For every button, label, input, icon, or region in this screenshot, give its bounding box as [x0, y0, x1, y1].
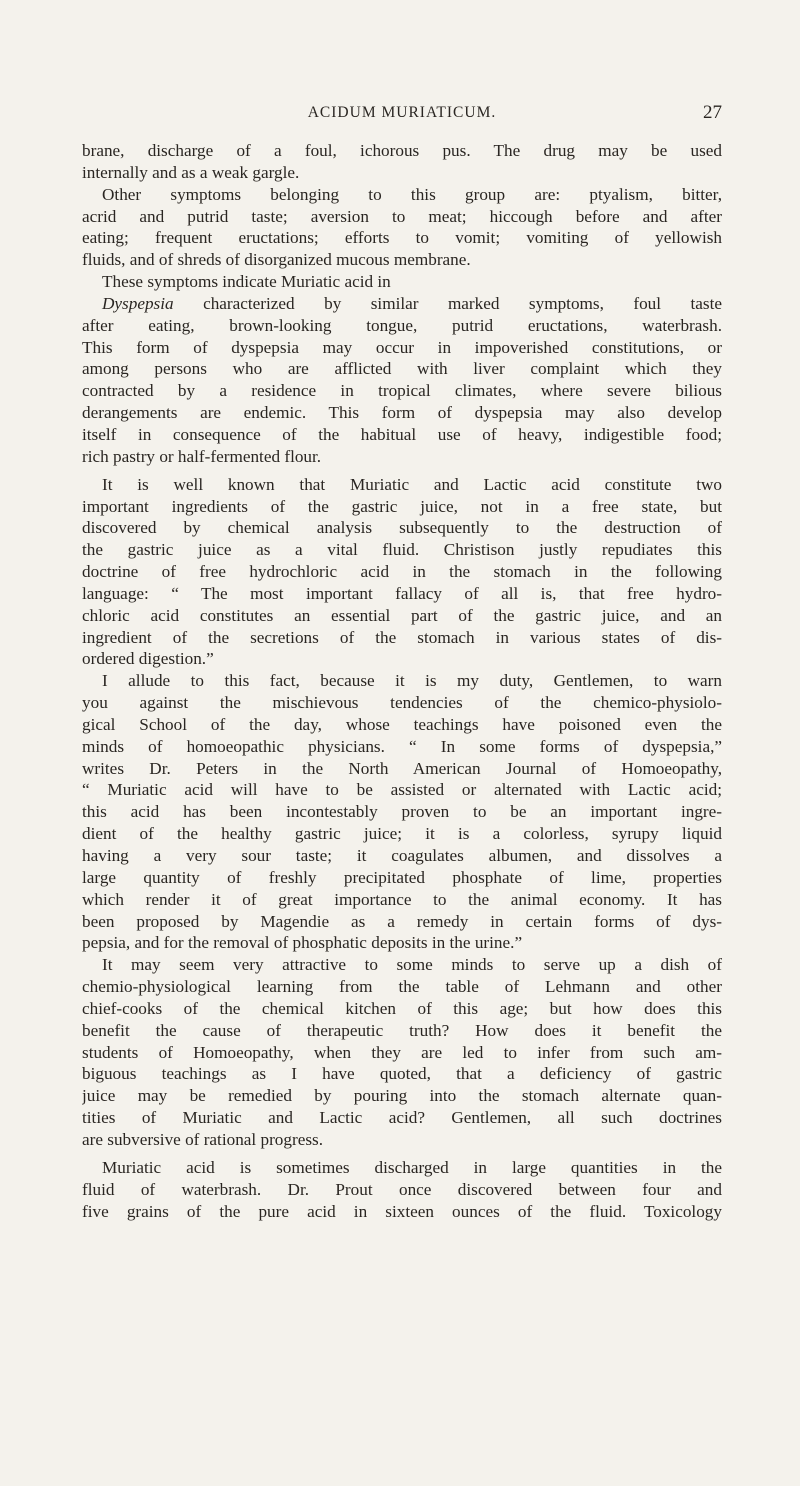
paragraph — [82, 140, 722, 184]
text-line: five grains of the pure acid in sixteen ounces of the fluid. Toxicology — [82, 1201, 722, 1221]
paragraph — [82, 670, 722, 954]
text-line: you against the mischievous tendencies of the chemico-physiolo- — [82, 693, 722, 713]
text-line: writes Dr. Peters in the North American Journal of Homoeopathy, — [82, 758, 722, 778]
text-line: doctrine of free hydrochloric acid in the stomach in the following — [82, 562, 722, 582]
paragraph — [82, 271, 722, 293]
text-line: tities of Muriatic and Lactic acid? Gentlemen, all such doctrines — [82, 1108, 722, 1128]
text-line: It is well known that Muriatic and Lactic acid constitute two — [102, 474, 722, 494]
text-line: the gastric juice as a vital fluid. Christison justly repudiates this — [82, 540, 722, 560]
text-line: discovered by chemical analysis subsequently to the destruction of — [82, 518, 722, 538]
text-line: It may seem very attractive to some minds to serve up a dish of — [102, 955, 722, 975]
text-line: chemio-physiological learning from the table of Lehmann and other — [82, 977, 722, 997]
italic-term: Dyspepsia — [102, 293, 174, 313]
text-line: This form of dyspepsia may occur in impoverished constitutions, or — [82, 337, 722, 357]
text-line: which render it of great importance to the animal economy. It has — [82, 889, 722, 909]
text-line: ingredient of the secretions of the stomach in various states of dis- — [82, 627, 722, 647]
text-line: having a very sour taste; it coagulates albumen, and dissolves a — [82, 846, 722, 865]
text-line: fluids, and of shreds of disorganized mucous membrane. — [82, 250, 471, 270]
text-line: this acid has been incontestably proven to be an important ingre- — [82, 802, 722, 822]
text-line: chloric acid constitutes an essential part of the gastric juice, and an — [82, 605, 722, 625]
text-line: important ingredients of the gastric juice, not in a free state, but — [82, 496, 722, 516]
text-line: “ Muriatic acid will have to be assisted or alternated with Lactic acid; — [82, 780, 722, 800]
text-line: minds of homoeopathic physicians. “ In some forms of dyspepsia,” — [82, 736, 722, 756]
text-line: large quantity of freshly precipitated phosphate of lime, properties — [82, 867, 722, 887]
paragraph — [82, 184, 722, 271]
paragraph — [82, 474, 722, 671]
text-line: eating; frequent eructations; efforts to vomit; vomiting of yellowish — [82, 228, 722, 248]
text-line: fluid of waterbrash. Dr. Prout once discovered between four and — [82, 1179, 722, 1199]
text-line: chief-cooks of the chemical kitchen of this age; but how does this — [82, 998, 722, 1018]
page-number: 27 — [703, 102, 722, 123]
text-line: gical School of the day, whose teachings have poisoned even the — [82, 714, 722, 734]
paragraph — [82, 1157, 722, 1223]
text-line: Muriatic acid is sometimes discharged in large quantities in the — [102, 1157, 722, 1177]
paragraph — [82, 293, 722, 468]
text-line: I allude to this fact, because it is my duty, Gentlemen, to warn — [102, 671, 722, 691]
text-line: after eating, brown-looking tongue, putrid eructations, waterbrash. — [82, 315, 722, 335]
text-line: Other symptoms belonging to this group are: ptyalism, bitter, — [102, 184, 722, 204]
text-line: contracted by a residence in tropical climates, where severe bilious — [82, 381, 722, 401]
text-line: itself in consequence of the habitual use of heavy, indigestible food; — [82, 424, 722, 444]
text-line: derangements are endemic. This form of dyspepsia may also develop — [82, 403, 722, 423]
text-line: biguous teachings as I have quoted, that a deficiency of gastric — [82, 1064, 722, 1084]
text-line: juice may be remedied by pouring into the stomach alternate quan- — [82, 1086, 722, 1106]
paragraph — [82, 954, 722, 1151]
text-line: been proposed by Magendie as a remedy in certain forms of dys- — [82, 911, 722, 931]
text-line: These symptoms indicate Muriatic acid in — [102, 272, 391, 292]
text-line: acrid and putrid taste; aversion to meat; hiccough before and after — [82, 206, 722, 226]
text-line — [82, 293, 722, 315]
running-head — [82, 104, 722, 126]
text-line: benefit the cause of therapeutic truth? How does it benefit the — [82, 1020, 722, 1040]
text-line: dient of the healthy gastric juice; it is a colorless, syrupy liquid — [82, 824, 722, 844]
text-line: among persons who are afflicted with liver complaint which they — [82, 359, 722, 379]
text-line: internally and as a weak gargle. — [82, 162, 300, 182]
body-text — [82, 140, 722, 1222]
text-line: brane, discharge of a foul, ichorous pus. The drug may be used — [82, 141, 722, 160]
running-title: ACIDUM MURIATICUM. — [307, 104, 497, 121]
text-line: ordered digestion.” — [82, 649, 214, 669]
text-span: characterized by similar marked symptoms, foul taste — [173, 293, 722, 313]
text-line: language: “ The most important fallacy of all is, that free hydro- — [82, 583, 722, 603]
text-line: students of Homoeopathy, when they are led to infer from such am- — [82, 1042, 722, 1062]
text-line: rich pastry or half-fermented flour. — [82, 446, 322, 466]
text-line: are subversive of rational progress. — [82, 1129, 324, 1149]
text-line: pepsia, and for the removal of phosphatic deposits in the urine.” — [82, 933, 523, 953]
